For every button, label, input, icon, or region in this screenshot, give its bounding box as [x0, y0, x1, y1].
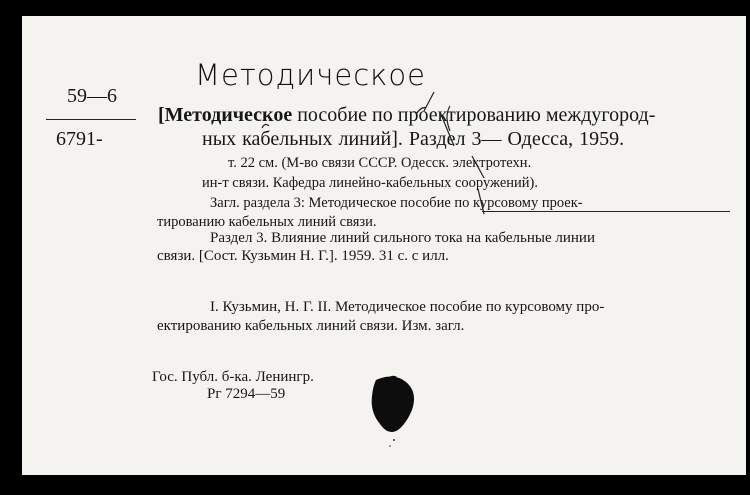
desc-line-5: Раздел 3. Влияние линий сильного тока на кабельные линии — [210, 230, 595, 246]
shelf-number-top: 59—6 — [67, 85, 117, 107]
scan-border-right — [746, 0, 750, 495]
desc-line-2: ин-т связи. Кафедра линейно-кабельных сооружений). — [202, 175, 538, 191]
shelf-number-bottom: 6791- — [56, 128, 103, 150]
tracing-line-2: ектированию кабельных линий связи. Изм. загл. — [157, 318, 465, 334]
library-code: Рг 7294—59 — [207, 386, 286, 402]
handwritten-note: Методическое — [195, 58, 426, 92]
scan-border-bottom — [0, 475, 750, 495]
desc-line-4: тированию кабельных линий связи. — [157, 214, 377, 230]
title-rest: пособие по проектированию междугород- — [292, 104, 656, 126]
tracing-line-1: I. Кузьмин, Н. Г. II. Методическое пособие по курсовому про- — [210, 299, 605, 315]
title-line-2: ных кабельных линий]. Раздел 3— Одесса, 1959. — [202, 128, 625, 150]
catalog-card — [22, 16, 746, 475]
title-bold: [Методическое — [158, 104, 293, 126]
library-stamp — [368, 372, 422, 450]
scan-border-left — [0, 0, 22, 495]
desc-line-6: связи. [Сост. Кузьмин Н. Г.]. 1959. 31 с. с илл. — [157, 248, 449, 264]
library-name: Гос. Публ. б-ка. Ленингр. — [152, 369, 314, 385]
desc-line-3: Загл. раздела 3: Методическое пособие по курсовому проек- — [210, 195, 583, 211]
desc-line-1: т. 22 см. (М-во связи СССР. Одесск. электротехн. — [228, 155, 532, 171]
